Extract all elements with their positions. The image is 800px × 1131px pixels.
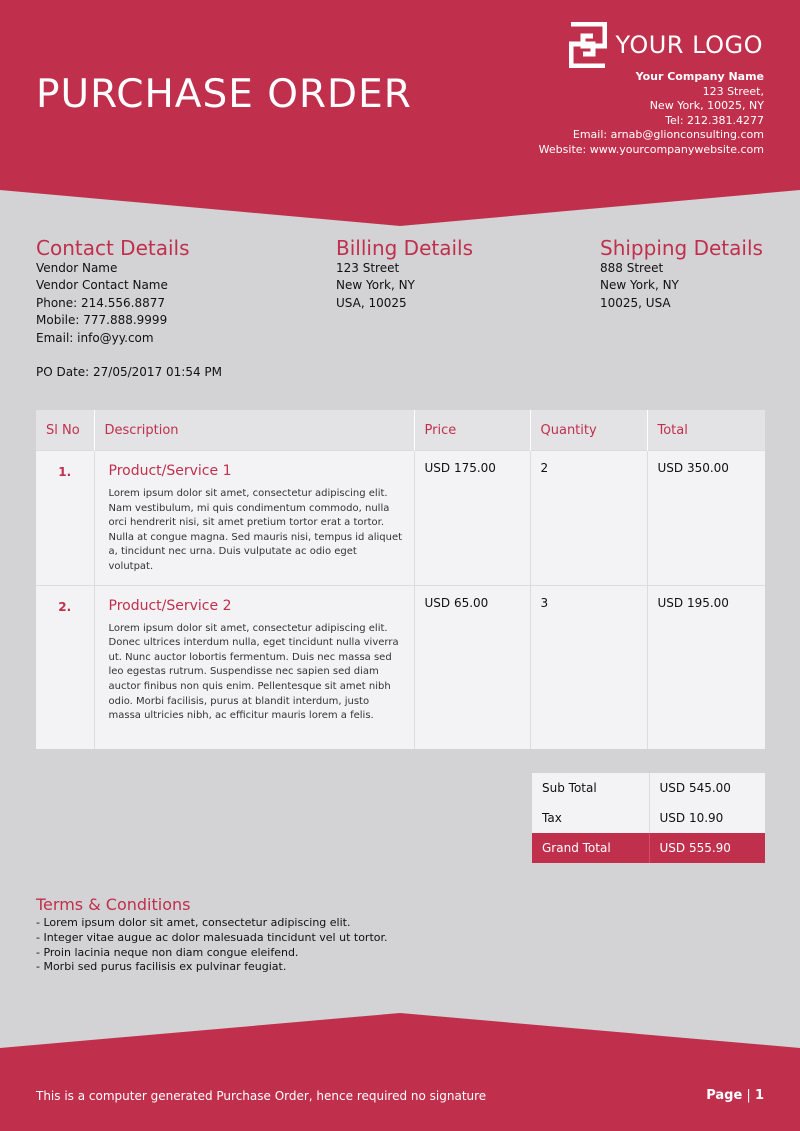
page-number: 1 bbox=[754, 1088, 764, 1103]
logo-text: YOUR LOGO bbox=[615, 31, 763, 59]
company-logo bbox=[569, 22, 763, 68]
company-city: New York, 10025, NY bbox=[649, 99, 764, 113]
contact-details-title: Contact Details bbox=[36, 236, 190, 260]
shipping-country: 10025, USA bbox=[600, 295, 671, 310]
po-date: PO Date: 27/05/2017 01:54 PM bbox=[36, 365, 222, 379]
vendor-phone: Phone: 214.556.8877 bbox=[36, 295, 166, 310]
vendor-contact-name: Vendor Contact Name bbox=[36, 278, 168, 293]
terms-item: - Morbi sed purus facilisis ex pulvinar feugiat. bbox=[36, 960, 287, 974]
tax-row bbox=[532, 803, 765, 833]
billing-details-title: Billing Details bbox=[336, 236, 474, 260]
terms-list bbox=[36, 916, 388, 975]
page-label: Page bbox=[706, 1088, 743, 1103]
row-description bbox=[94, 585, 414, 749]
company-tel: Tel: 212.381.4277 bbox=[665, 113, 764, 127]
row-price: USD 65.00 bbox=[414, 585, 530, 749]
col-header-price: Price bbox=[414, 410, 530, 451]
terms-item: - Integer vitae augue ac dolor malesuada tincidunt vel ut tortor. bbox=[36, 930, 388, 944]
col-header-quantity: Quantity bbox=[530, 410, 647, 451]
row-description bbox=[94, 451, 414, 586]
col-header-description: Description bbox=[94, 410, 414, 451]
shipping-street: 888 Street bbox=[600, 261, 664, 275]
table-row bbox=[36, 585, 765, 749]
terms-title: Terms & Conditions bbox=[36, 895, 191, 914]
company-email: Email: arnab@glionconsulting.com bbox=[572, 128, 764, 142]
subtotal-row bbox=[532, 773, 765, 803]
table-header-row bbox=[36, 410, 765, 451]
row-price: USD 175.00 bbox=[414, 451, 530, 586]
vendor-email: Email: info@yy.com bbox=[36, 330, 154, 345]
table-row bbox=[36, 451, 765, 586]
tax-value: USD 10.90 bbox=[649, 803, 765, 833]
company-name: Your Company Name bbox=[635, 70, 764, 83]
grand-total-row bbox=[532, 833, 765, 863]
row-number: 1. bbox=[36, 451, 94, 586]
product-description: Lorem ipsum dolor sit amet, consectetur adipiscing elit. Nam vestibulum, mi quis condimentum commodo, nulla orci hendrerit nisi, sit amet pretium tortor erat a tortor. Nulla at congue magna. Sed mauris nisi, tempus id aliquet a, tincidunt nec urna. Duis vulputate ac odio eget volutpat. bbox=[108, 488, 403, 572]
subtotal-value: USD 545.00 bbox=[649, 773, 765, 803]
vendor-mobile: Mobile: 777.888.9999 bbox=[36, 313, 168, 328]
logo-icon bbox=[569, 22, 607, 68]
billing-details bbox=[336, 260, 415, 312]
col-header-total: Total bbox=[647, 410, 765, 451]
product-name: Product/Service 2 bbox=[108, 597, 232, 614]
footer-note: This is a computer generated Purchase Order, hence required no signature bbox=[36, 1089, 487, 1103]
terms-item: - Proin lacinia neque non diam congue eleifend. bbox=[36, 945, 299, 959]
shipping-city: New York, NY bbox=[600, 278, 679, 293]
shipping-details bbox=[600, 260, 679, 312]
product-name: Product/Service 1 bbox=[108, 463, 232, 479]
row-quantity: 2 bbox=[530, 451, 647, 586]
shipping-details-title: Shipping Details bbox=[600, 236, 763, 260]
product-description: Lorem ipsum dolor sit amet, consectetur adipiscing elit. Donec ultrices interdum nulla, eget tincidunt nulla viverra ut. Nunc auctor lobortis fermentum. Duis nec massa sed leo egestas rutrum. Suspendisse nec sapien sed diam auctor finibus non quis enim. Pellentesque sit amet nibh odio. Morbi facilisis, purus at blandit interdum, justo massa ultricies nibh, ac efficitur mauris lorem a felis. bbox=[108, 622, 399, 722]
row-quantity: 3 bbox=[530, 585, 647, 749]
footer-band bbox=[0, 1010, 800, 1131]
company-info bbox=[539, 70, 764, 158]
tax-label: Tax bbox=[532, 803, 649, 833]
document-title: PURCHASE ORDER bbox=[36, 72, 412, 117]
col-header-sl-no: Sl No bbox=[36, 410, 94, 451]
company-street: 123 Street, bbox=[702, 84, 764, 98]
contact-details bbox=[36, 260, 168, 347]
vendor-name: Vendor Name bbox=[36, 261, 118, 275]
totals-table bbox=[532, 773, 765, 863]
grand-total-value: USD 555.90 bbox=[649, 833, 765, 863]
billing-street: 123 Street bbox=[336, 261, 400, 275]
line-items-table bbox=[36, 410, 765, 749]
row-total: USD 350.00 bbox=[647, 451, 765, 586]
billing-city: New York, NY bbox=[336, 278, 415, 293]
grand-total-label: Grand Total bbox=[532, 833, 649, 863]
page-separator: | bbox=[742, 1088, 755, 1103]
subtotal-label: Sub Total bbox=[532, 773, 649, 803]
page-indicator bbox=[706, 1088, 764, 1103]
row-number: 2. bbox=[36, 585, 94, 749]
company-website: Website: www.yourcompanywebsite.com bbox=[538, 142, 764, 156]
row-total: USD 195.00 bbox=[647, 585, 765, 749]
billing-country: USA, 10025 bbox=[336, 295, 407, 310]
terms-item: - Lorem ipsum dolor sit amet, consectetur adipiscing elit. bbox=[36, 916, 351, 929]
